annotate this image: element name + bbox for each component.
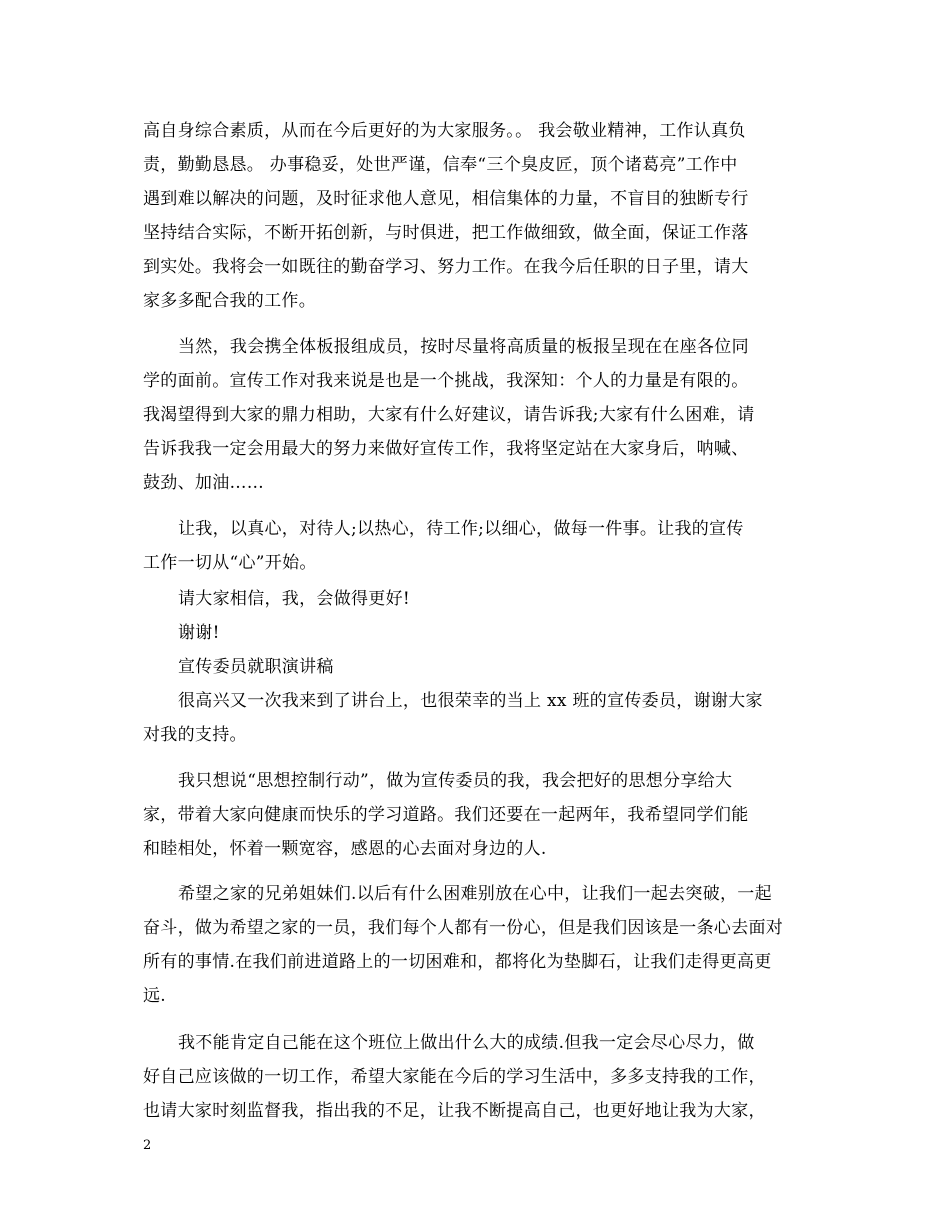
text-line: 很高兴又一次我来到了讲台上，也很荣幸的当上 xx 班的宣传委员，谢谢大家 [178, 691, 763, 711]
text-line: 和睦相处，怀着一颗宽容，感恩的心去面对身边的人. [143, 839, 547, 859]
text-line: 远. [143, 986, 167, 1006]
text-line: 请大家相信，我，会做得更好! [178, 589, 411, 609]
page-number: 2 [143, 1138, 152, 1153]
text-line: 好自己应该做的一切工作，希望大家能在今后的学习生活中，多多支持我的工作， [143, 1067, 766, 1087]
text-line: 学的面前。宣传工作对我来说是也是一个挑战，我深知：个人的力量是有限的。 [143, 371, 749, 391]
text-line: 告诉我我一定会用最大的努力来做好宣传工作，我将坚定站在大家身后，呐喊、 [143, 439, 749, 459]
text-line: 希望之家的兄弟姐妹们.以后有什么困难别放在心中，让我们一起去突破，一起 [178, 884, 772, 904]
text-line: 高自身综合素质，从而在今后更好的为大家服务。。 我会敬业精神，工作认真负 [143, 121, 746, 141]
text-line: 我只想说“思想控制行动”，做为宣传委员的我，我会把好的思想分享给大 [178, 771, 733, 791]
text-line: 到实处。我将会一如既往的勤奋学习、努力工作。在我今后任职的日子里，请大 [143, 257, 749, 277]
text-line: 所有的事情.在我们前进道路上的一切困难和，都将化为垫脚石，让我们走得更高更 [143, 952, 772, 972]
text-line: 也请大家时刻监督我，指出我的不足，让我不断提高自己，也更好地让我为大家， [143, 1101, 766, 1121]
text-line: 当然，我会携全体板报组成员，按时尽量将高质量的板报呈现在在座各位同 [178, 337, 749, 357]
text-line: 宣传委员就职演讲稿 [178, 657, 334, 677]
text-line: 家，带着大家向健康而快乐的学习道路。我们还要在一起两年，我希望同学们能 [143, 805, 749, 825]
text-line: 鼓劲、加油…… [143, 473, 265, 493]
text-line: 坚持结合实际，不断开拓创新，与时俱进，把工作做细致，做全面，保证工作落 [143, 223, 749, 243]
text-line: 对我的支持。 [143, 725, 247, 745]
text-line: 工作一切从“心”开始。 [143, 553, 317, 573]
text-line: 奋斗，做为希望之家的一员，我们每个人都有一份心，但是我们因该是一条心去面对 [143, 918, 784, 938]
text-line: 家多多配合我的工作。 [143, 291, 316, 311]
text-line: 让我，以真心，对待人;以热心，待工作;以细心，做每一件事。让我的宣传 [178, 519, 744, 539]
text-line: 谢谢! [178, 623, 220, 643]
text-line: 遇到难以解决的问题，及时征求他人意见，相信集体的力量，不盲目的独断专行 [143, 189, 749, 209]
text-line: 我渴望得到大家的鼎力相助，大家有什么好建议，请告诉我;大家有什么困难，请 [143, 405, 755, 425]
text-line: 我不能肯定自己能在这个班位上做出什么大的成绩.但我一定会尽心尽力，做 [178, 1033, 755, 1053]
text-line: 责，勤勤恳恳。 办事稳妥，处世严谨，信奉“三个臭皮匠，顶个诸葛亮”工作中 [143, 155, 738, 175]
